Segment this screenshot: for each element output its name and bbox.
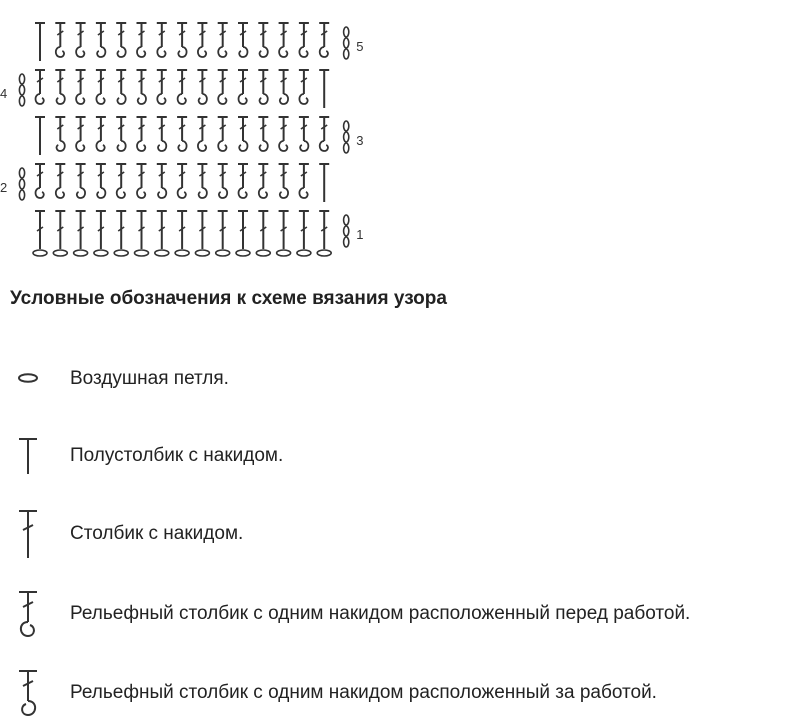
stitch-B — [238, 117, 248, 151]
chart-row-4 — [0, 70, 329, 108]
stitch-B — [279, 164, 289, 198]
stitch-D — [218, 211, 228, 249]
stitch-D — [157, 211, 167, 249]
stitch-B — [157, 117, 167, 151]
stitch-B — [96, 23, 106, 57]
stitch-B — [76, 164, 86, 198]
stitch-F — [137, 117, 147, 151]
stitch-F — [218, 70, 228, 104]
stitch-D — [55, 211, 65, 249]
stitch-F — [116, 164, 126, 198]
legend-text-front-post: Рельефный столбик с одним накидом расположенный перед работой. — [70, 603, 691, 624]
stitch-B — [96, 164, 106, 198]
front-post-double-crochet-icon — [8, 589, 48, 641]
stitch-F — [299, 164, 309, 198]
stitch-F — [55, 164, 65, 198]
stitch-F — [238, 70, 248, 104]
back-post-double-crochet-icon — [8, 668, 48, 720]
stitch-F — [76, 23, 86, 57]
stitch-F — [299, 70, 309, 104]
stitch-F — [177, 164, 187, 198]
stitch-B — [55, 70, 65, 104]
stitch-D — [319, 211, 329, 249]
stitch-F — [96, 70, 106, 104]
stitch-B — [279, 70, 289, 104]
foundation-chain — [33, 250, 331, 256]
stitch-F — [157, 23, 167, 57]
legend-item-front-post — [0, 589, 811, 633]
stitch-D — [96, 211, 106, 249]
row-number-4: 4 — [0, 86, 8, 101]
legend-title: Условные обозначения к схеме вязания узора — [10, 288, 447, 309]
stitch-F — [218, 23, 228, 57]
turning-chain — [19, 74, 24, 106]
stitch-B — [218, 164, 228, 198]
stitch-H — [319, 164, 329, 202]
legend-text-half-double: Полустолбик с накидом. — [70, 445, 284, 466]
stitch-F — [55, 23, 65, 57]
stitch-B — [55, 117, 65, 151]
row-number-5: 5 — [356, 39, 364, 54]
stitch-B — [258, 23, 268, 57]
legend-item-double — [0, 508, 811, 552]
turning-chain — [344, 27, 349, 59]
stitch-D — [299, 211, 309, 249]
stitch-D — [76, 211, 86, 249]
stitch-F — [258, 164, 268, 198]
stitch-B — [258, 117, 268, 151]
row-number-2: 2 — [0, 180, 8, 195]
stitch-H — [35, 117, 45, 155]
stitch-F — [279, 23, 289, 57]
stitch-F — [35, 70, 45, 104]
stitch-F — [35, 164, 45, 198]
stitch-B — [116, 23, 126, 57]
turning-chain — [19, 168, 24, 200]
stitch-D — [279, 211, 289, 249]
crochet-pattern-chart — [0, 0, 380, 270]
legend-item-back-post — [0, 668, 811, 712]
stitch-D — [238, 211, 248, 249]
chart-row-5 — [35, 23, 363, 61]
chain-stitch-icon — [8, 365, 48, 395]
stitch-F — [137, 23, 147, 57]
stitch-F — [76, 117, 86, 151]
stitch-B — [116, 70, 126, 104]
stitch-D — [177, 211, 187, 249]
stitch-D — [116, 211, 126, 249]
legend-text-double: Столбик с накидом. — [70, 523, 244, 544]
row-number-1: 1 — [356, 227, 364, 242]
stitch-H — [35, 23, 45, 61]
stitch-B — [238, 23, 248, 57]
stitch-B — [177, 117, 187, 151]
chart-row-2 — [0, 164, 329, 202]
stitch-B — [299, 117, 309, 151]
stitch-F — [319, 117, 329, 151]
stitch-B — [197, 70, 207, 104]
stitch-B — [116, 117, 126, 151]
stitch-F — [279, 117, 289, 151]
stitch-B — [137, 70, 147, 104]
stitch-D — [258, 211, 268, 249]
stitch-F — [76, 70, 86, 104]
turning-chain — [344, 121, 349, 153]
stitch-F — [238, 164, 248, 198]
chart-row-3 — [35, 117, 363, 155]
stitch-F — [197, 23, 207, 57]
stitch-B — [177, 23, 187, 57]
chart-row-1 — [33, 211, 363, 256]
stitch-F — [96, 117, 106, 151]
stitch-F — [177, 70, 187, 104]
stitch-H — [319, 70, 329, 108]
legend-text-back-post: Рельефный столбик с одним накидом расположенный за работой. — [70, 682, 657, 703]
double-crochet-icon — [8, 508, 48, 560]
stitch-B — [157, 164, 167, 198]
stitch-F — [137, 164, 147, 198]
stitch-B — [197, 164, 207, 198]
stitch-F — [319, 23, 329, 57]
stitch-B — [258, 70, 268, 104]
turning-chain — [344, 215, 349, 247]
half-double-crochet-icon — [8, 436, 48, 476]
legend-item-chain — [0, 365, 811, 409]
stitch-D — [197, 211, 207, 249]
stitch-F — [299, 23, 309, 57]
legend-item-half-double — [0, 436, 811, 480]
stitch-F — [157, 70, 167, 104]
stitch-D — [35, 211, 45, 249]
stitch-F — [197, 117, 207, 151]
legend-text-chain: Воздушная петля. — [70, 368, 229, 389]
stitch-D — [137, 211, 147, 249]
stitch-F — [218, 117, 228, 151]
row-number-3: 3 — [356, 133, 364, 148]
